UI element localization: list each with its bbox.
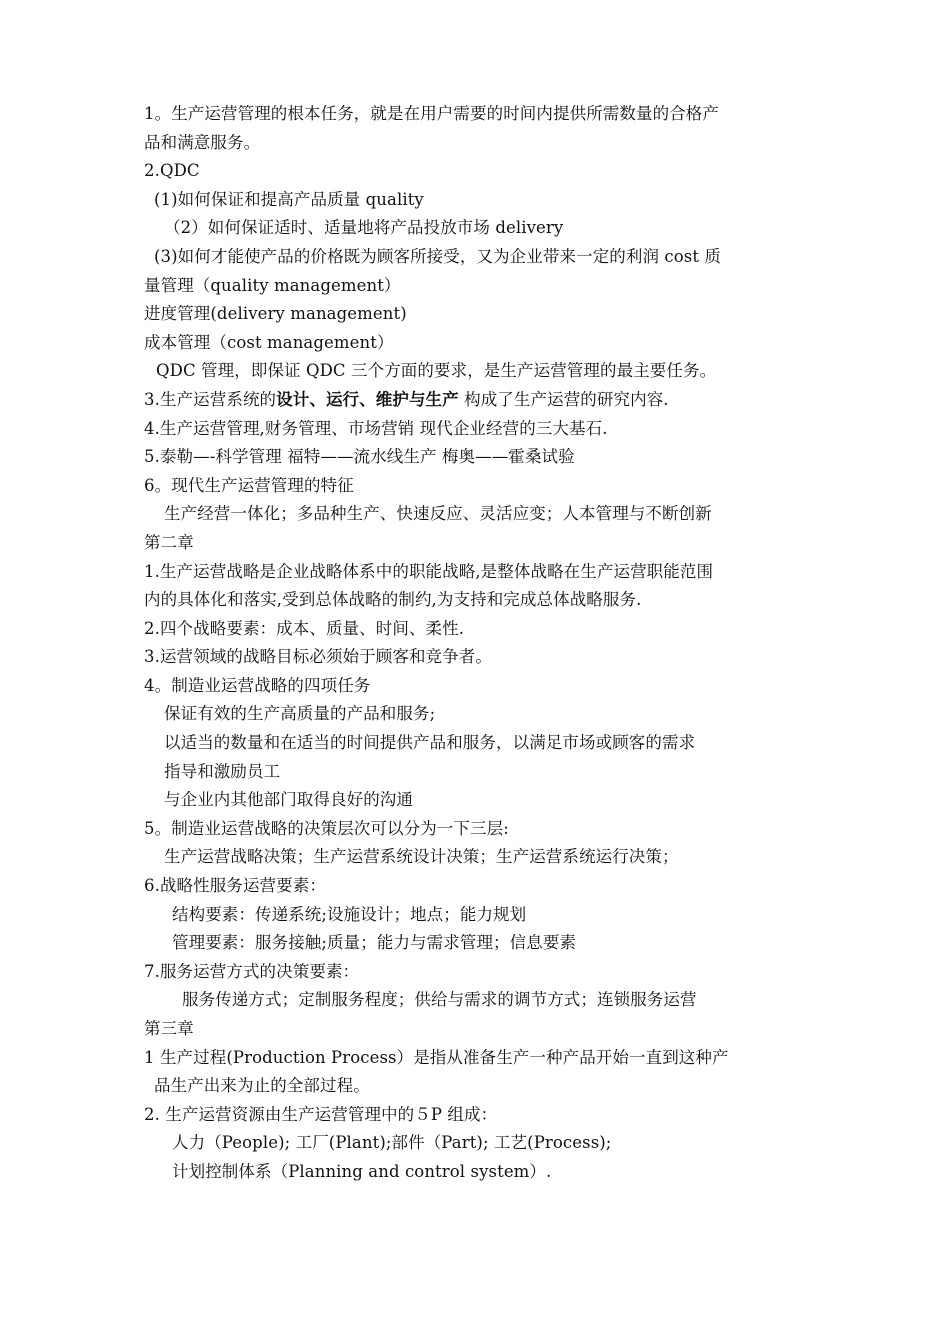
chapter-heading: 第二章 (144, 532, 194, 552)
text-line: 5.泰勒—-科学管理 福特——流水线生产 梅奥——霍桑试验 (144, 447, 575, 467)
text-line: 内的具体化和落实,受到总体战略的制约,为支持和完成总体战略服务. (144, 590, 642, 610)
text-line: 5。制造业运营战略的决策层次可以分为一下三层: (144, 818, 509, 838)
text-line: 7.服务运营方式的决策要素： (144, 961, 360, 981)
text-run: 构成了生产运营的研究内容. (458, 389, 669, 409)
text-line: 1.生产运营战略是企业战略体系中的职能战略,是整体战略在生产运营职能范围 (144, 561, 714, 581)
chapter-heading: 第三章 (144, 1019, 194, 1038)
text-line: 成本管理（cost management） (144, 332, 394, 352)
text-line: 管理要素：服务接触;质量；能力与需求管理；信息要素 (172, 933, 577, 953)
text-line: 进度管理(delivery management) (144, 304, 407, 324)
text-line: 服务传递方式；定制服务程度；供给与需求的调节方式；连锁服务运营 (182, 990, 697, 1010)
text-line: 4.生产运营管理,财务管理、市场营销 现代企业经营的三大基石. (144, 418, 608, 438)
text-line: 2. 生产运营资源由生产运营管理中的５P 组成： (144, 1104, 498, 1124)
text-line: 与企业内其他部门取得良好的沟通 (164, 790, 413, 810)
text-line: 2.QDC (144, 161, 200, 181)
text-line: 品和满意服务。 (144, 132, 261, 152)
text-line: 1。生产运营管理的根本任务，就是在用户需要的时间内提供所需数量的合格产 (144, 104, 719, 123)
text-line-emphasis (144, 386, 816, 415)
text-line: 结构要素：传递系统;设施设计；地点；能力规划 (172, 904, 527, 924)
text-line: 指导和激励员工 (164, 761, 281, 781)
text-line: QDC 管理，即保证 QDC 三个方面的要求，是生产运营管理的最主要任务。 (156, 361, 717, 381)
text-line: (1)如何保证和提高产品质量 quality (154, 189, 424, 209)
bold-text-run: 设计、运行、维护与生产 (276, 389, 459, 409)
text-line: 6.战略性服务运营要素： (144, 876, 326, 896)
text-line: (3)如何才能使产品的价格既为顾客所接受，又为企业带来一定的利润 cost 质 (154, 246, 722, 266)
text-line: （2）如何保证适时、适量地将产品投放市场 delivery (164, 218, 564, 238)
document-body (144, 100, 816, 1187)
text-run: 3.生产运营系统的 (144, 389, 277, 409)
text-line: 计划控制体系（Planning and control system）. (172, 1161, 552, 1181)
text-line: 生产经营一体化；多品种生产、快速反应、灵活应变；人本管理与不断创新 (164, 504, 712, 524)
text-line: 1 生产过程(Production Process）是指从准备生产一种产品开始一直到这种产 (144, 1047, 729, 1067)
text-line: 6。现代生产运营管理的特征 (144, 475, 354, 495)
text-line: 人力（People); 工厂(Plant);部件（Part); 工艺(Process); (172, 1133, 612, 1153)
text-line: 3.运营领域的战略目标必须始于顾客和竞争者。 (144, 647, 492, 667)
text-line: 4。制造业运营战略的四项任务 (144, 675, 371, 695)
text-line: 品生产出来为止的全部过程。 (154, 1076, 370, 1096)
text-line: 以适当的数量和在适当的时间提供产品和服务，以满足市场或顾客的需求 (164, 733, 696, 753)
text-line: 量管理（quality management） (144, 275, 401, 295)
text-line: 2.四个战略要素：成本、质量、时间、柔性. (144, 618, 465, 638)
text-line: 生产运营战略决策；生产运营系统设计决策；生产运营系统运行决策； (164, 847, 679, 867)
text-line: 保证有效的生产高质量的产品和服务; (164, 704, 436, 724)
